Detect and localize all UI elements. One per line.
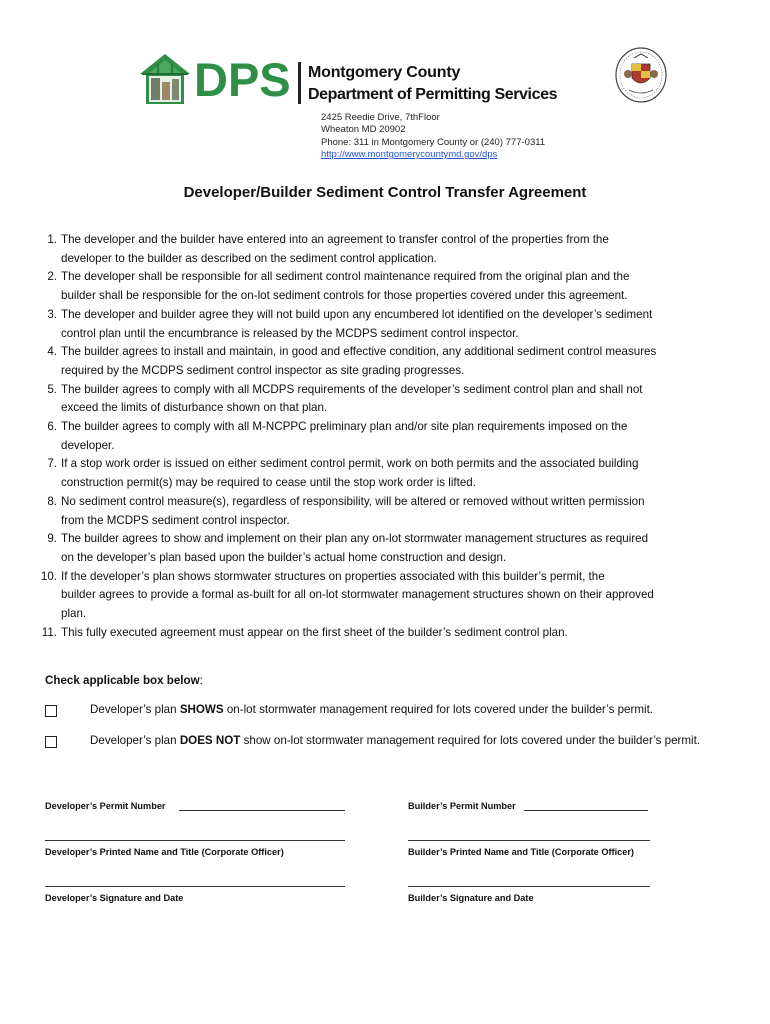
checkbox-instructions xyxy=(45,673,203,689)
shows-swm-emphasis: SHOWS xyxy=(179,703,224,716)
clause-line: The builder agrees to comply with all M-NCPPC preliminary plan and/or site plan requirements imposed on the xyxy=(61,420,628,434)
clause-line: The developer and the builder have entered into an agreement to transfer control of the properties from the xyxy=(61,233,609,246)
clause-line: builder agrees to provide a formal as-built for all on-lot stormwater management structures shown on their approved xyxy=(61,588,654,602)
builder-printed-name-field[interactable] xyxy=(408,840,650,841)
clause-item xyxy=(34,306,734,343)
builder-signature-field[interactable] xyxy=(408,886,650,887)
developer-printed-name-field[interactable] xyxy=(45,840,345,841)
clause-number: 6. xyxy=(47,420,57,434)
clause-line: required by the MCDPS sediment control inspector as site grading progresses. xyxy=(61,363,465,377)
shows-swm-suffix: on-lot stormwater management required for lots covered under the builder’s permit. xyxy=(223,703,654,716)
document-title: Developer/Builder Sediment Control Transfer Agreement xyxy=(183,184,587,201)
clause-line: on the developer’s plan based upon the builder’s actual home construction and design. xyxy=(61,550,507,564)
clause-line: If the developer’s plan shows stormwater structures on properties associated with this builder’s permit, the xyxy=(61,569,605,583)
builder-permit-number-label: Builder’s Permit Number xyxy=(408,801,516,811)
developer-signature-field[interactable] xyxy=(45,886,345,887)
logo-divider xyxy=(298,62,301,104)
clause-number: 1. xyxy=(47,233,57,246)
clause-number: 11. xyxy=(41,625,57,639)
phone-number: Phone: 311 in Montgomery County or (240) 777-0311 xyxy=(321,137,546,148)
clause-line: plan. xyxy=(61,607,87,621)
clause-line: developer to the builder as described on the sediment control application. xyxy=(61,251,437,265)
developer-permit-number-field[interactable] xyxy=(179,810,345,811)
clause-line: construction permit(s) may be required to cease until the stop work order is lifted. xyxy=(61,476,476,490)
clause-line: builder shall be responsible for the on-lot sediment controls for those properties covered under this agreement. xyxy=(61,289,628,303)
clause-number: 3. xyxy=(47,307,57,321)
agreement-clauses xyxy=(34,231,734,642)
clause-number: 2. xyxy=(47,270,57,284)
address-city: Wheaton MD 20902 xyxy=(321,124,406,135)
builder-signature-label: Builder’s Signature and Date xyxy=(408,893,534,903)
developer-printed-name-label: Developer’s Printed Name and Title (Corporate Officer) xyxy=(45,847,284,857)
clause-number: 10. xyxy=(40,569,57,583)
does-not-show-swm-suffix: show on-lot stormwater management required for lots covered under the builder’s permit. xyxy=(240,734,701,747)
address-street: 2425 Reedie Drive, 7thFloor xyxy=(321,112,440,123)
checkbox-heading-colon: : xyxy=(199,674,203,687)
clause-line: The builder agrees to install and maintain, in good and effective condition, any additional sediment control measures xyxy=(61,345,657,359)
dps-house-logo-icon xyxy=(138,52,192,106)
does-not-show-swm-checkbox[interactable] xyxy=(45,736,57,748)
clause-item xyxy=(34,455,734,492)
does-not-show-swm-prefix: Developer’s plan xyxy=(90,734,180,747)
clause-item xyxy=(34,624,734,643)
clause-item xyxy=(34,343,734,380)
clause-number: 7. xyxy=(47,457,57,471)
clause-line: exceed the limits of disturbance shown on that plan. xyxy=(61,401,328,415)
clause-line: The builder agrees to comply with all MCDPS requirements of the developer’s sediment control plan and shall not xyxy=(61,382,643,396)
clause-item xyxy=(34,381,734,418)
clause-item xyxy=(34,268,734,305)
website-link[interactable]: http://www.montgomerycountymd.gov/dps xyxy=(321,149,498,160)
clause-line: developer. xyxy=(61,438,115,452)
clause-line: If a stop work order is issued on either sediment control permit, work on both permits and the associated building xyxy=(61,457,639,471)
clause-line: from the MCDPS sediment control inspector. xyxy=(61,513,290,527)
shows-swm-checkbox[interactable] xyxy=(45,705,57,717)
clause-line: control plan until the encumbrance is released by the MCDPS sediment control inspector. xyxy=(61,326,519,340)
developer-signature-label: Developer’s Signature and Date xyxy=(45,893,184,903)
clause-number: 9. xyxy=(47,532,57,546)
clause-line: This fully executed agreement must appear on the first sheet of the builder’s sediment control plan. xyxy=(61,625,568,639)
developer-permit-number-label: Developer’s Permit Number xyxy=(45,801,166,811)
clause-item xyxy=(34,530,734,567)
county-seal-icon xyxy=(614,46,668,104)
agency-name-line1: Montgomery County xyxy=(308,64,461,81)
clause-number: 5. xyxy=(47,382,57,396)
shows-swm-label xyxy=(90,701,730,720)
clause-item xyxy=(34,493,734,530)
checkbox-heading: Check applicable box below xyxy=(45,674,200,687)
clause-line: The developer and builder agree they will not build upon any encumbered lot identified on the developer’s sediment xyxy=(61,307,653,321)
clause-line: No sediment control measure(s), regardless of responsibility, will be altered or removed without written permission xyxy=(61,494,645,508)
clause-line: The developer shall be responsible for all sediment control maintenance required from the original plan and the xyxy=(61,270,630,284)
clause-line: The builder agrees to show and implement on their plan any on-lot stormwater management structures as required xyxy=(61,532,649,546)
agency-name-line2: Department of Permitting Services xyxy=(308,86,558,103)
clause-number: 4. xyxy=(47,345,57,359)
shows-swm-prefix: Developer’s plan xyxy=(90,703,180,716)
clause-item xyxy=(34,231,734,268)
clause-number: 8. xyxy=(47,494,57,508)
builder-permit-number-field[interactable] xyxy=(524,810,648,811)
builder-printed-name-label: Builder’s Printed Name and Title (Corporate Officer) xyxy=(408,847,634,857)
dps-logo-text: DPS xyxy=(194,53,291,106)
does-not-show-swm-label xyxy=(90,732,730,751)
does-not-show-swm-emphasis: DOES NOT xyxy=(179,734,241,747)
clause-item xyxy=(34,568,734,624)
clause-item xyxy=(34,418,734,455)
